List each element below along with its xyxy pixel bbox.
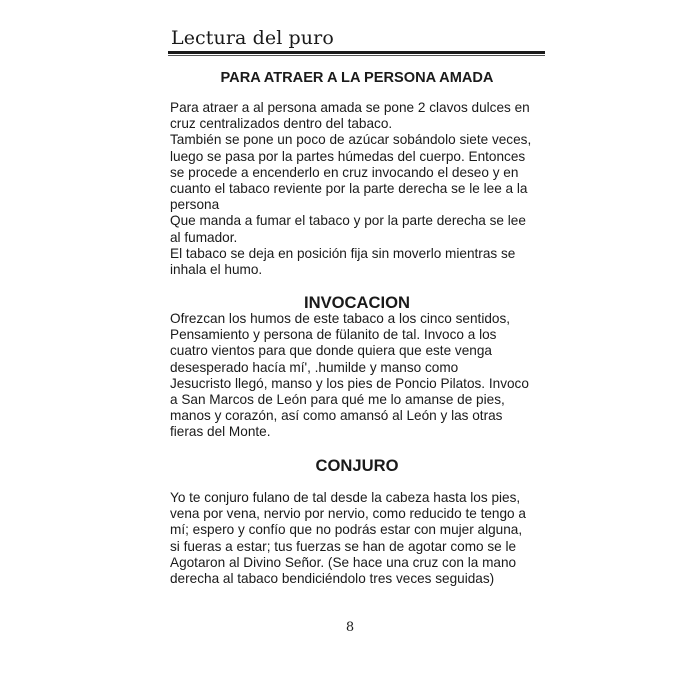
paragraph-invocacion: Ofrezcan los humos de este tabaco a los cinco sentidos, Pensamiento y persona de fülanito de tal. Invoco a los cuatro vientos para que donde quiera que este venga desesperado hacía mí', .humilde y manso como Jesucristo llegó, manso y los pies de Poncio Pilatos. Invoco a San Marcos de León para qué me lo amanse de pies, manos y corazón, así como amansó al León y las otras fieras del Monte.: [170, 311, 529, 440]
header-rule-thick: [168, 51, 545, 54]
paragraph-conjuro: Yo te conjuro fulano de tal desde la cabeza hasta los pies, vena por vena, nervio por nervio, como reducido te tengo a mí; espero y confío que no podrás estar con mujer alguna, si fueras a estar; tus fuerzas se han de agotar como se le Agotaron al Divino Señor. (Se hace una cruz con la mano derecha al tabaco bendiciéndolo tres veces seguidas): [170, 490, 526, 587]
section-title-conjuro: CONJURO: [315, 456, 399, 475]
section-title-atraer: PARA ATRAER A LA PERSONA AMADA: [220, 70, 494, 86]
page-number: 8: [345, 620, 355, 635]
section-title-invocacion: INVOCACION: [303, 293, 411, 312]
paragraph-atraer: Para atraer a al persona amada se pone 2 clavos dulces en cruz centralizados dentro del tabaco. También se pone un poco de azúcar sobándolo siete veces, luego se pasa por la partes húmedas del cuerpo. Entonces se procede a encenderlo en cruz invocando el deseo y en cuanto el tabaco reviente por la parte derecha se le lee a la persona Que manda a fumar el tabaco y por la parte derecha se lee al fumador. El tabaco se deja en posición fija sin moverlo mientras se inhala el humo.: [170, 100, 532, 278]
header-rule-thin: [168, 55, 545, 56]
running-header: Lectura del puro: [171, 27, 334, 49]
